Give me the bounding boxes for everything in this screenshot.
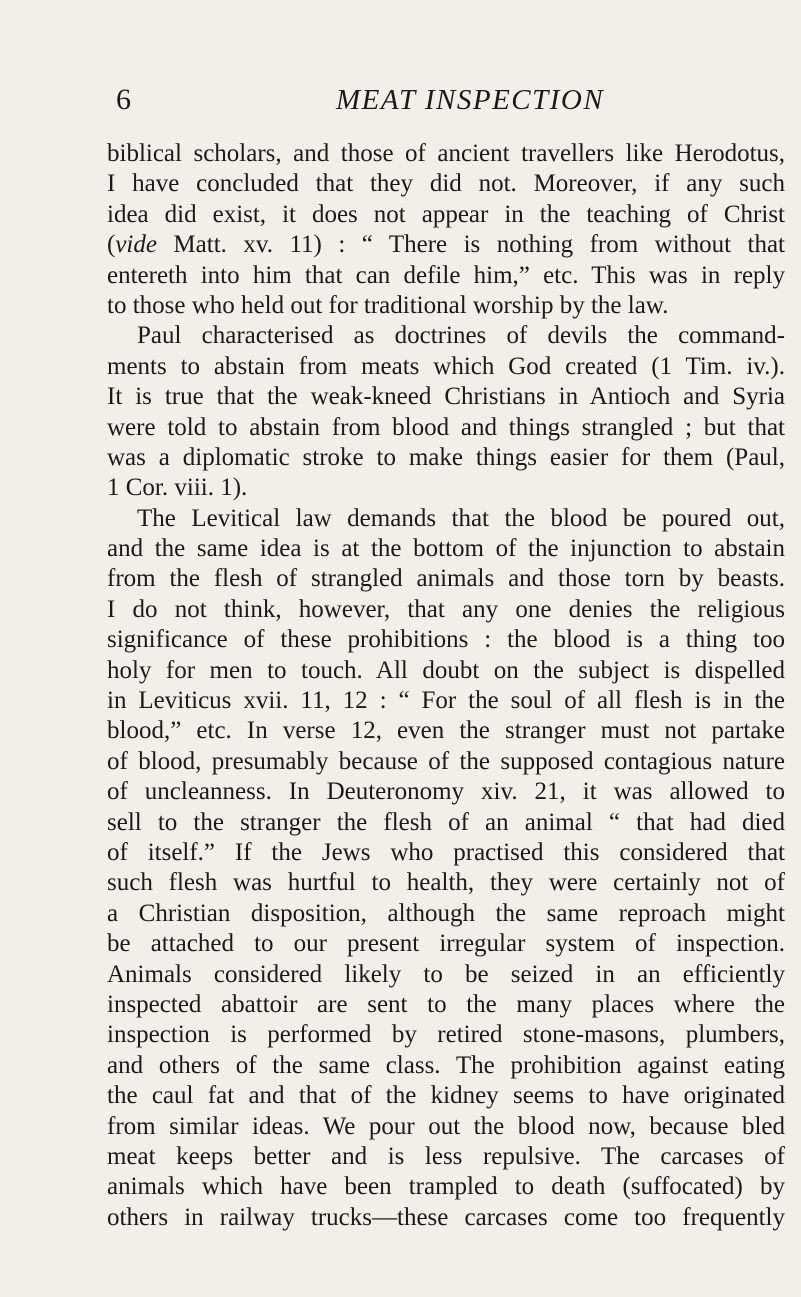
text-line: were told to abstain from blood and things strangled ; but that xyxy=(107,413,785,441)
text-line: be attached to our present irregular system of inspection. xyxy=(107,930,785,958)
text-line: blood,” etc. In verse 12, even the stranger must not partake xyxy=(107,717,785,745)
text-line: was a diplomatic stroke to make things easier for them (Paul, xyxy=(107,443,785,471)
body-text xyxy=(107,139,785,1233)
running-head: MEAT INSPECTION xyxy=(336,84,605,116)
text-line: Paul characterised as doctrines of devils the command- xyxy=(137,322,785,350)
text-line: such flesh was hurtful to health, they were certainly not of xyxy=(107,869,785,897)
text-line: and others of the same class. The prohibition against eating xyxy=(107,1051,785,1079)
text-line: the caul fat and that of the kidney seems to have originated xyxy=(107,1082,785,1110)
text-line: 1 Cor. viii. 1). xyxy=(107,474,248,502)
text-line: idea did exist, it does not appear in the teaching of Christ xyxy=(107,200,785,228)
text-line: from the flesh of strangled animals and those torn by beasts. xyxy=(107,565,785,593)
text-line: entereth into him that can defile him,” etc. This was in reply xyxy=(107,261,785,289)
page-header xyxy=(0,82,801,122)
text-line: ments to abstain from meats which God created (1 Tim. iv.). xyxy=(107,352,785,380)
text-line: Animals considered likely to be seized in an efficiently xyxy=(107,960,785,988)
text-line: of blood, presumably because of the supposed contagious nature xyxy=(107,747,785,775)
text-line: meat keeps better and is less repulsive. The carcases of xyxy=(107,1142,785,1170)
text-line: sell to the stranger the flesh of an animal “ that had died xyxy=(107,808,785,836)
text-line: and the same idea is at the bottom of the injunction to abstain xyxy=(107,535,785,563)
text-line: inspected abattoir are sent to the many places where the xyxy=(107,990,785,1018)
text-line: (vide Matt. xv. 11) : “ There is nothing from without that xyxy=(107,231,785,259)
text-line: in Leviticus xvii. 11, 12 : “ For the soul of all flesh is in the xyxy=(107,687,785,715)
text-line: others in railway trucks—these carcases come too frequently xyxy=(107,1203,785,1231)
text-line: from similar ideas. We pour out the blood now, because bled xyxy=(107,1112,785,1140)
text-line: The Levitical law demands that the blood be poured out, xyxy=(137,504,785,532)
page-number: 6 xyxy=(116,83,131,116)
text-line: I do not think, however, that any one denies the religious xyxy=(107,595,785,623)
text-line: biblical scholars, and those of ancient travellers like Herodotus, xyxy=(107,140,785,167)
text-line: holy for men to touch. All doubt on the subject is dispelled xyxy=(107,656,785,684)
text-line: It is true that the weak-kneed Christians in Antioch and Syria xyxy=(107,383,785,411)
text-line: animals which have been trampled to death (suffocated) by xyxy=(107,1173,785,1201)
text-line: a Christian disposition, although the same reproach might xyxy=(107,899,785,927)
text-line: of itself.” If the Jews who practised this considered that xyxy=(107,838,785,866)
text-line: I have concluded that they did not. Moreover, if any such xyxy=(107,170,785,198)
text-line: inspection is performed by retired stone-masons, plumbers, xyxy=(107,1021,785,1049)
text-line: significance of these prohibitions : the blood is a thing too xyxy=(107,626,785,654)
text-line: to those who held out for traditional worship by the law. xyxy=(107,291,669,319)
text-line: of uncleanness. In Deuteronomy xiv. 21, it was allowed to xyxy=(107,778,785,806)
